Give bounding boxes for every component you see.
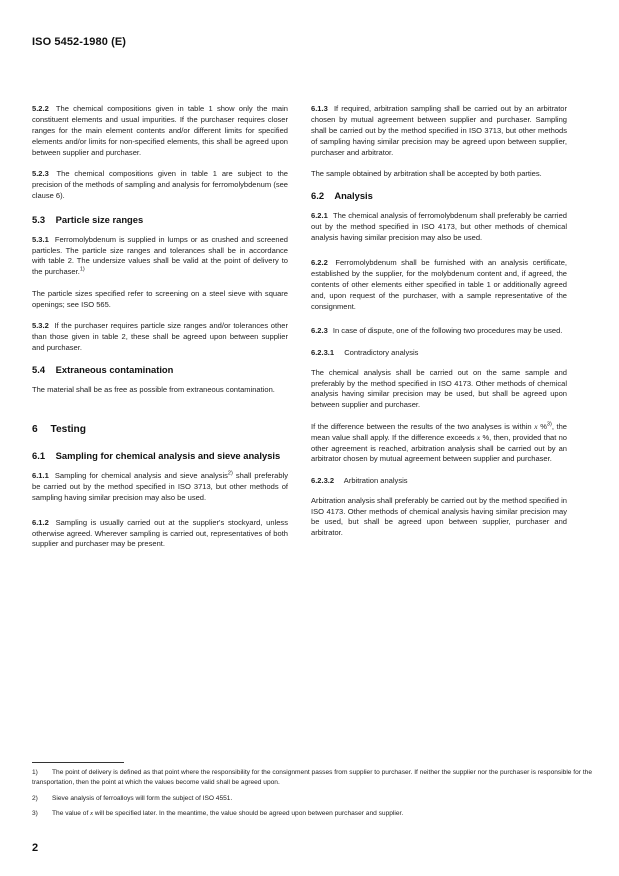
footnote-text: The point of delivery is defined as that point where the responsibility for the consignment passes from supplier to purchaser. If neither the supplier nor the purchaser is responsible for the transportation, then the point at which the values become valid shall be agreed upon. xyxy=(32,769,592,786)
clause-text: The chemical analysis of ferromolybdenum shall preferably be carried out by the method specified in ISO 4173, but other methods of chemical analysis having similar precision may also be used. xyxy=(311,211,567,243)
heading-6-2-3-2 xyxy=(311,476,567,487)
heading-title: Contradictory analysis xyxy=(344,347,419,357)
footnote-ref: 1) xyxy=(79,266,85,273)
heading-title: Particle size ranges xyxy=(55,213,144,225)
clause-5-3-1-note: The particle sizes specified refer to screening on a steel sieve with square openings; see ISO 565. xyxy=(32,288,288,309)
clause-6-1-3-note: The sample obtained by arbitration shall be accepted by both parties. xyxy=(311,168,542,178)
left-column xyxy=(32,104,288,561)
clause-text: The chemical compositions given in table 1 show only the main constituent elements and usual impurities. If the purchaser requires closer ranges for the main element contents and/or different limits for specified elements and/or limits for non-specified elements, this shall be agreed upon between supplier and purchaser. xyxy=(32,104,288,157)
heading-number: 6.2.3.2 xyxy=(311,475,335,485)
heading-number: 6.1 xyxy=(32,449,46,461)
footnote-number: 1) xyxy=(32,769,38,776)
footnote-divider xyxy=(32,762,124,763)
variable-x: x xyxy=(534,421,538,431)
clause-text: If the purchaser requires particle size ranges and/or tolerances other than those given in table 2, these shall be agreed upon between supplier and purchaser. xyxy=(32,320,288,352)
heading-6-2-3-1 xyxy=(311,348,567,359)
heading-title: Testing xyxy=(50,423,86,435)
footnote-1 xyxy=(32,768,592,788)
heading-5-4 xyxy=(32,364,288,375)
clause-6-1-2 xyxy=(32,518,288,551)
clause-6-1-1 xyxy=(32,471,288,504)
heading-6-1 xyxy=(32,450,288,461)
right-column xyxy=(311,104,567,550)
heading-number: 6.2 xyxy=(311,190,325,202)
footnote-3 xyxy=(32,809,592,819)
clause-text: Ferromolybdenum is supplied in lumps or as crushed and screened particles. The particle size ranges and tolerances shall be in accordance with table 2. The undersize values shall be valid at the point of delivery to the purchaser. xyxy=(32,234,288,277)
clause-6-2-1 xyxy=(311,211,567,244)
heading-6-2 xyxy=(311,190,567,201)
footnote-ref: 2) xyxy=(227,470,233,477)
clause-text: The chemical compositions given in table 1 are subject to the precision of the methods of sampling and analysis for ferromolybdenum (see clause 6). xyxy=(32,168,288,200)
heading-number: 6.2.3.1 xyxy=(311,347,335,357)
footnote-ref: 3) xyxy=(546,421,552,428)
clause-5-4: The material shall be as free as possible from extraneous contamination. xyxy=(32,384,275,394)
page-header: ISO 5452-1980 (E) xyxy=(32,36,127,48)
heading-number: 5.3 xyxy=(32,213,46,225)
clause-6-2-3-2: Arbitration analysis shall preferably be carried out by the method specified in ISO 4173. Other methods of chemical analysis having similar precision may be used, but shall be agreed upon between supplier, purchaser and arbitrator. xyxy=(311,495,567,538)
heading-title: Sampling for chemical analysis and sieve analysis xyxy=(55,449,281,461)
text-part: , the mean value shall apply. If the difference exceeds xyxy=(311,421,568,442)
clause-5-2-2 xyxy=(32,104,288,159)
clause-text: Ferromolybdenum shall be furnished with an analysis certificate, established by the supplier, for the molybdenum content and, if agreed, the contents of other elements either specified in table 1 or additionally agreed and, upon request of the purchaser, with a sample representative of the consignment. xyxy=(311,257,567,311)
footnote-text-a: The value of xyxy=(52,810,91,818)
text-part: If the difference between the results of the two analyses is within xyxy=(311,421,535,431)
clause-number: 6.1.3 xyxy=(311,104,328,113)
clause-number: 6.1.2 xyxy=(32,517,49,527)
heading-title: Analysis xyxy=(334,190,373,202)
footnote-text-b: will be specified later. In the meantime, the value should be agreed upon between purchaser and supplier. xyxy=(93,810,404,818)
clause-text: In case of dispute, one of the following two procedures may be used. xyxy=(332,326,563,336)
clause-6-1-3 xyxy=(311,104,567,159)
clause-text: If required, arbitration sampling shall be carried out by an arbitrator chosen by mutual agreement between supplier and purchaser. Sampling shall be carried out by the method specified in ISO 3713, but other methods of sampling having similar precision may be agreed upon between supplier, purchaser and arbitrator. xyxy=(311,104,567,157)
variable-x: x xyxy=(90,810,94,818)
clause-number: 6.2.1 xyxy=(311,211,328,221)
clause-number: 6.2.2 xyxy=(311,257,328,267)
clause-6-2-3-1-difference xyxy=(311,422,567,466)
clause-5-3-2 xyxy=(32,321,288,354)
heading-number: 5.4 xyxy=(32,363,46,375)
heading-6 xyxy=(32,424,288,436)
clause-5-2-3 xyxy=(32,169,288,202)
clause-number: 5.3.1 xyxy=(32,234,49,244)
page-number: 2 xyxy=(32,842,39,854)
clause-number: 6.2.3 xyxy=(311,326,328,336)
clause-number: 5.2.2 xyxy=(32,104,49,113)
clause-6-2-2 xyxy=(311,258,567,313)
clause-text-a: Sampling for chemical analysis and sieve analysis xyxy=(54,470,228,480)
footnote-number: 3) xyxy=(32,810,38,818)
clause-5-3-1 xyxy=(32,235,288,279)
footnote-text: Sieve analysis of ferroalloys will form the subject of ISO 4551. xyxy=(52,794,233,802)
footnote-2 xyxy=(32,794,592,804)
variable-x: x xyxy=(476,432,481,442)
footnotes xyxy=(32,768,592,825)
heading-title: Arbitration analysis xyxy=(343,475,408,485)
clause-number: 5.2.3 xyxy=(32,168,49,178)
clause-6-2-3-1: The chemical analysis shall be carried out on the same sample and preferably by the method specified in ISO 4173. Other methods of chemical analysis having similar precision may be used, but shall be agreed upon between supplier and purchaser. xyxy=(311,367,567,410)
text-part: %, then, provided that no other agreement is reached, arbitration analysis shall be carried out by an arbitrator chosen by mutual agreement between supplier and purchaser. xyxy=(311,432,567,464)
clause-number: 5.3.2 xyxy=(32,320,49,330)
clause-text-b: shall preferably be carried out by the method specified in ISO 3713, but other methods of sampling having similar precision may also be used. xyxy=(32,470,288,502)
clause-number: 6.1.1 xyxy=(32,470,49,480)
clause-text: Sampling is usually carried out at the supplier's stockyard, unless otherwise agreed. Wherever sampling is carried out, representatives of both supplier and purchaser may be present. xyxy=(32,517,288,549)
clause-6-2-3 xyxy=(311,326,567,337)
footnote-number: 2) xyxy=(32,794,38,802)
heading-5-3 xyxy=(32,214,288,225)
heading-number: 6 xyxy=(32,423,38,435)
heading-title: Extraneous contamination xyxy=(55,363,174,375)
text-part: % xyxy=(537,421,547,431)
